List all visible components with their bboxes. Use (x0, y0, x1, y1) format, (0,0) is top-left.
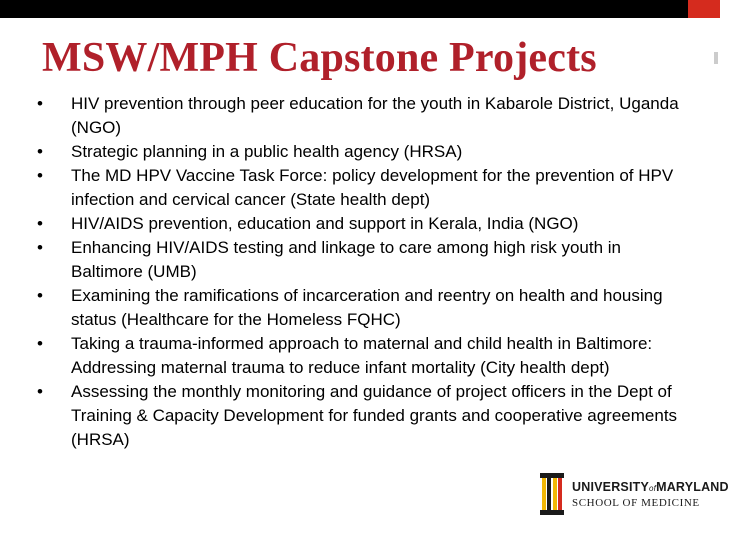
bullet-text: Assessing the monthly monitoring and guidance of project officers in the Dept of Training & Capacity Development for funded grants and cooperative agreements (HRSA) (71, 382, 678, 449)
edge-mark (714, 52, 718, 64)
bullet-text: Examining the ramifications of incarceration and reentry on health and housing status (Healthcare for the Homeless FQHC) (71, 286, 663, 329)
university-logo (538, 470, 729, 518)
bullet-item (30, 380, 690, 452)
top-bar (0, 0, 720, 18)
bullet-text: Taking a trauma-informed approach to maternal and child health in Baltimore: Addressing maternal trauma to reduce infant mortality (City health dept) (71, 334, 653, 377)
bullet-dot: • (37, 286, 43, 305)
bullet-text: HIV/AIDS prevention, education and support in Kerala, India (NGO) (71, 214, 579, 233)
bullet-dot: • (37, 94, 43, 113)
logo-university-text: UNIVERSITYofMARYLAND (572, 480, 729, 494)
bullet-text: Enhancing HIV/AIDS testing and linkage to care among high risk youth in Baltimore (UMB) (71, 238, 621, 281)
bullet-list (30, 92, 690, 452)
bullet-text: Strategic planning in a public health agency (HRSA) (71, 142, 463, 161)
logo-school-text: SCHOOL OF MEDICINE (572, 497, 700, 509)
maryland-flag-icon (538, 470, 566, 516)
bullet-dot: • (37, 238, 43, 257)
bullet-text: HIV prevention through peer education for the youth in Kabarole District, Uganda (NGO) (71, 94, 679, 137)
bullet-dot: • (37, 166, 43, 185)
bullet-dot: • (37, 214, 43, 233)
bullet-text: The MD HPV Vaccine Task Force: policy development for the prevention of HPV infection and cervical cancer (State health dept) (71, 166, 674, 209)
bullet-dot: • (37, 334, 43, 353)
bullet-item (30, 236, 690, 284)
bullet-item (30, 212, 690, 236)
bullet-item (30, 140, 690, 164)
bullet-item (30, 332, 690, 380)
bullet-item (30, 92, 690, 140)
top-bar-red-accent (688, 0, 720, 18)
bullet-dot: • (37, 382, 43, 401)
top-bar-black (0, 0, 688, 18)
bullet-dot: • (37, 142, 43, 161)
slide-title: MSW/MPH Capstone Projects (42, 35, 597, 81)
bullet-item (30, 284, 690, 332)
bullet-item (30, 164, 690, 212)
